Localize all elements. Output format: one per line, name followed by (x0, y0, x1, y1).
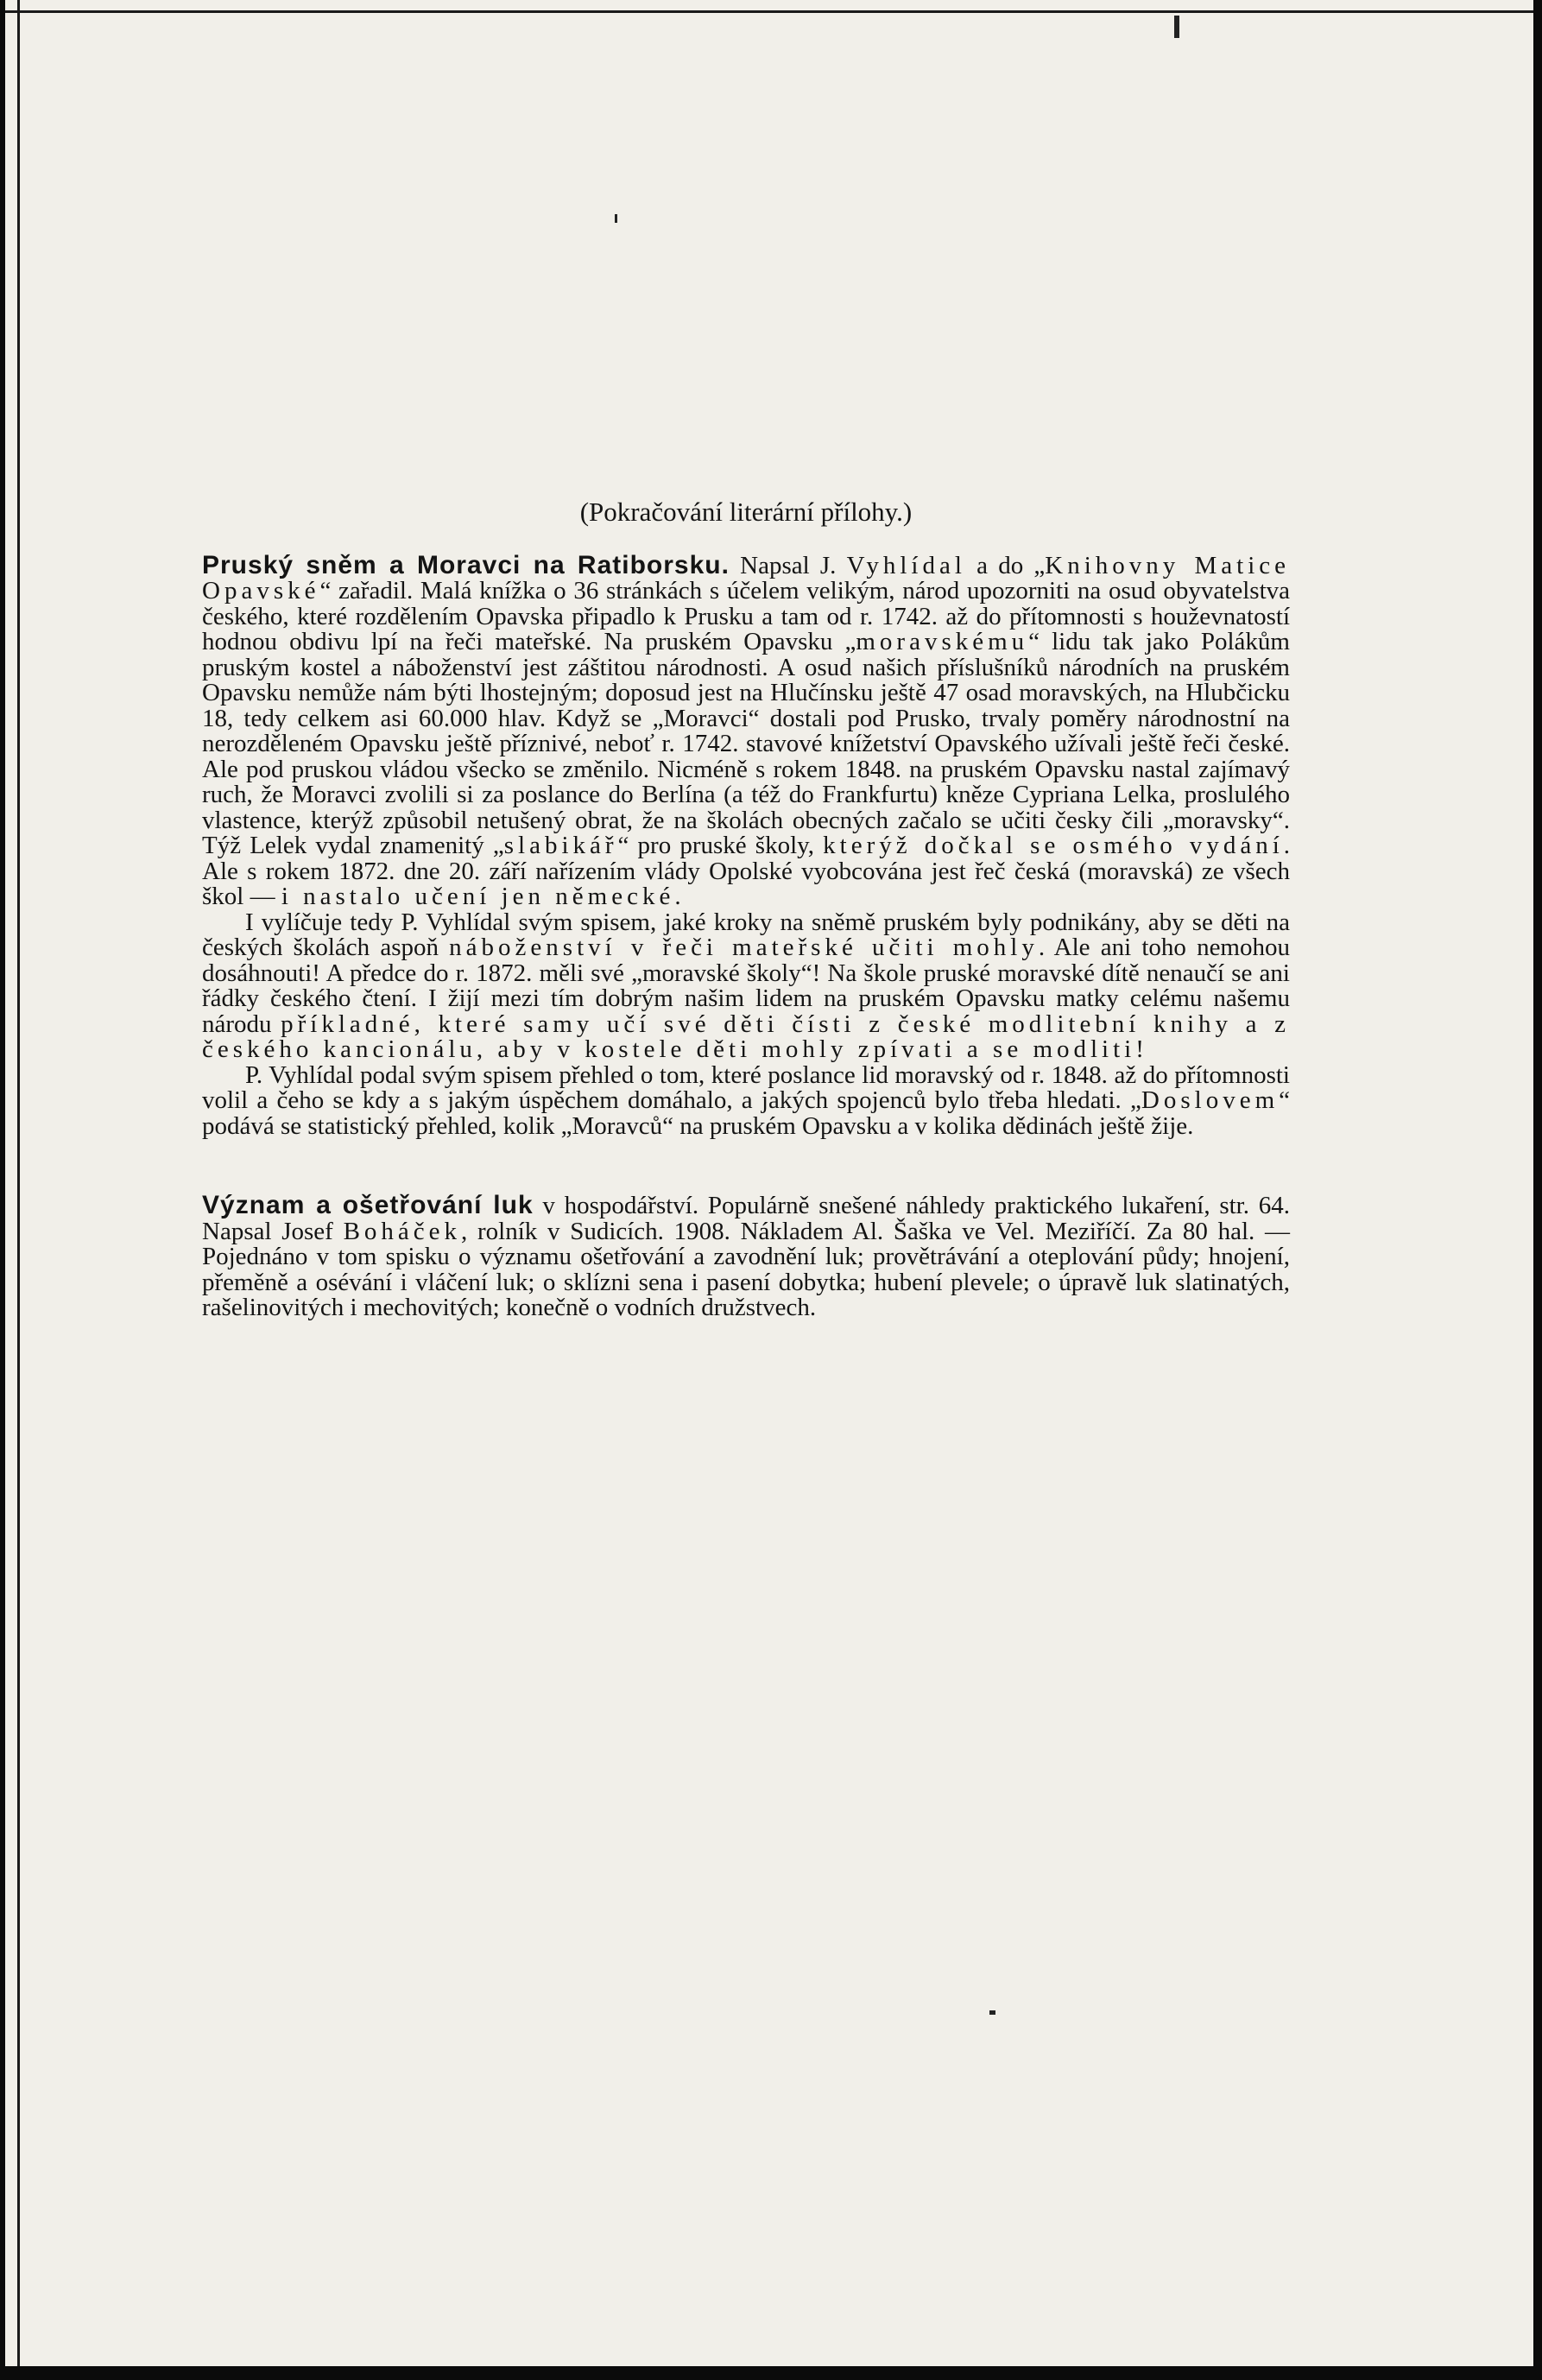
text-run: . Ale ani toho nemohou dosáhnouti! A předce do r. 1872. měli své „moravské školy“! Na škole pruské moravské dítě nenaučí se ani řádky českého čtení. I žijí mezi tím dobrým našim lidem na pruském Opavsku matky celému našemu národu (202, 934, 1290, 1038)
review-text (202, 552, 1290, 911)
spaced-text: příkladné, které samy učí své děti čísti z české modlitební knihy a z českého kancionálu, aby v kostele děti mohly zpívati a se modliti (202, 1010, 1290, 1063)
spaced-text: slabikář (503, 832, 618, 859)
scanned-page (5, 0, 1533, 2366)
scan-speck (615, 214, 617, 223)
text-run: ! (1135, 1035, 1144, 1063)
spaced-text: Boháček (343, 1217, 462, 1245)
review-paragraph (202, 1193, 1290, 1321)
spaced-text: i nastalo učení jen německé (281, 883, 675, 910)
text-run: . Ale s rokem 1872. dne 20. září nařízením vlády Opolské vyobcována jest řeč česká (moravská) ze všech škol — (202, 832, 1291, 910)
spaced-text: Vyhlídal (846, 551, 966, 579)
spaced-text: moravskému (856, 628, 1029, 655)
scan-speck (1174, 16, 1179, 38)
text-run: v hospodářství. Populárně snešené náhledy praktického lukaření, str. 64. Napsal Josef (202, 1192, 1290, 1245)
scan-speck (989, 2010, 995, 2015)
spaced-text: náboženství v řeči mateřské učiti mohly (449, 934, 1039, 961)
text-run: “ podává se statistický přehled, kolik „Moravců“ na pruském Opavsku a v kolika dědinách ještě žije. (202, 1086, 1290, 1140)
spaced-text: Knihovny Matice Opavské (202, 551, 1290, 604)
text-run: , rolník v Sudicích. 1908. Nákladem Al. Šaška ve Vel. Meziříčí. Za 80 hal. — Pojednáno v tom spisku o významu ošetřování a zavodnění luk; provětrávání a oteplování půdy; hnojení, přeměně a osévání i vláčení luk; o sklízni sena i pasení dobytka; hubení plevele; o úpravě luk slatinatých, rašelinovitých i mechovitých; konečně o vodních družstvech. (202, 1217, 1290, 1321)
spaced-text: Doslovem (1141, 1086, 1280, 1114)
text-run: “ pro pruské školy, (617, 832, 824, 859)
text-run: “ zařadil. Malá knížka o 36 stránkách s účelem velikým, národ upozorniti na osud obyvatelstva českého, které rozdělením Opavska připadlo k Prusku a tam od r. 1742. až do přítomnosti s houževnatostí hodnou obdivu lpí na řeči mateřské. Na pruském Opavsku „ (202, 577, 1290, 655)
text-run: . (674, 883, 681, 910)
document-body (202, 499, 1290, 1321)
page-border-left (17, 0, 20, 2366)
book-title: Význam a ošetřování luk (202, 1191, 534, 1219)
text-run: Napsal J. (740, 551, 847, 579)
spacer (202, 1139, 1290, 1193)
text-run: “ lidu tak jako Polákům pruským kostel a náboženství jest záštitou národnosti. A osud našich příslušníků národních na pruském Opavsku nemůže nám býti lhostejným; doposud jest na Hlučínsku ještě 47 osad moravských, na Hlubčicku 18, tedy celkem asi 60.000 hlav. Když se „Moravci“ dostali pod Prusko, trvaly poměry národnostní na nerozděleném Opavsku ještě příznivé, neboť r. 1742. stavové knížetství Opavského užívali ještě řeči české. Ale pod pruskou vládou všecko se změnilo. Nicméně s rokem 1848. na pruském Opavsku nastal zajímavý ruch, že Moravci zvolili si za poslance do Berlína (a též do Frankfurtu) kněze Cypriana Lelka, proslulého vlastence, kterýž způsobil netušený obrat, že na školách obecných začalo se učiti česky čili „moravsky“. Týž Lelek vydal znamenitý „ (202, 628, 1290, 859)
text-run: P. Vyhlídal podal svým spisem přehled o tom, které poslance lid moravský od r. 1848. až do přítomnosti volil a čeho se kdy a s jakým úspěchem domáhalo, a jakých spojenců bylo třeba hledati. „ (202, 1060, 1290, 1114)
review-paragraph (202, 550, 1291, 910)
book-title: Pruský sněm a Moravci na Ratiborsku. (202, 550, 730, 579)
text-run: a do „ (965, 551, 1046, 579)
review-paragraph (202, 910, 1290, 1063)
review-paragraph (202, 1060, 1290, 1140)
text-run: I vylíčuje tedy P. Vyhlídal svým spisem, jaké kroky na sněmě pruském byly podnikány, aby se děti na českých školách aspoň (202, 908, 1290, 961)
page-border-top (5, 10, 1533, 13)
section-header: (Pokračování literární přílohy.) (579, 497, 913, 527)
spaced-text: kterýž dočkal se osmého vydání (823, 832, 1284, 859)
